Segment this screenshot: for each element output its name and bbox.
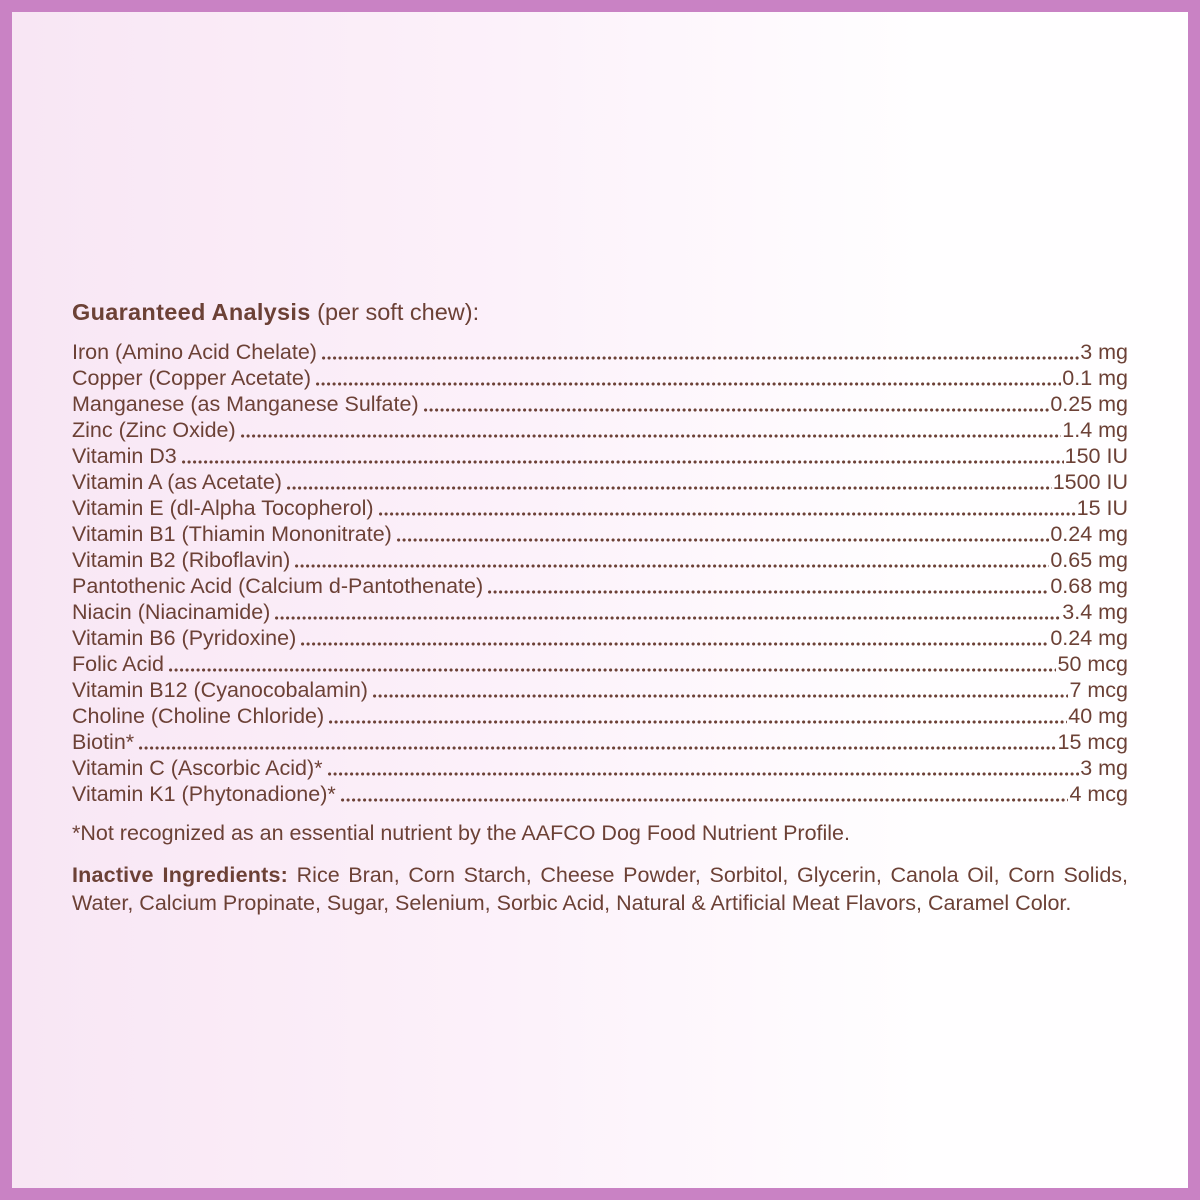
analysis-row xyxy=(72,391,1128,417)
analysis-row xyxy=(72,365,1128,391)
analysis-row xyxy=(72,599,1128,625)
dot-leader xyxy=(487,589,1049,595)
nutrient-name: Vitamin B12 (Cyanocobalamin) xyxy=(72,678,368,702)
nutrient-name: Choline (Choline Chloride) xyxy=(72,704,325,728)
nutrient-name: Vitamin C (Ascorbic Acid)* xyxy=(72,756,323,780)
nutrient-name: Pantothenic Acid (Calcium d-Pantothenate) xyxy=(72,574,484,598)
nutrient-value: 0.25 mg xyxy=(1050,392,1128,416)
nutrient-value: 40 mg xyxy=(1068,704,1128,728)
nutrient-name: Vitamin D3 xyxy=(72,444,177,468)
nutrient-value: 150 IU xyxy=(1064,444,1128,468)
nutrient-value: 1.4 mg xyxy=(1062,418,1128,442)
section-title xyxy=(72,297,1128,327)
nutrient-value: 0.68 mg xyxy=(1050,574,1128,598)
analysis-row xyxy=(72,339,1128,365)
label-content xyxy=(72,297,1128,917)
analysis-table xyxy=(72,339,1128,807)
analysis-row xyxy=(72,495,1128,521)
nutrient-value: 1500 IU xyxy=(1052,470,1128,494)
aafco-footnote: *Not recognized as an essential nutrient by the AAFCO Dog Food Nutrient Profile. xyxy=(72,821,850,845)
nutrient-name: Folic Acid xyxy=(72,652,165,676)
nutrient-name: Manganese (as Manganese Sulfate) xyxy=(72,392,419,416)
nutrient-value: 15 mcg xyxy=(1057,730,1128,754)
nutrient-name: Zinc (Zinc Oxide) xyxy=(72,418,236,442)
dot-leader xyxy=(378,511,1076,517)
nutrient-name: Vitamin A (as Acetate) xyxy=(72,470,282,494)
analysis-row xyxy=(72,755,1128,781)
label-background xyxy=(12,12,1188,1188)
dot-leader xyxy=(138,745,1056,751)
nutrient-name: Vitamin K1 (Phytonadione)* xyxy=(72,782,336,806)
nutrient-value: 3 mg xyxy=(1080,756,1128,780)
dot-leader xyxy=(327,771,1080,777)
nutrient-value: 0.24 mg xyxy=(1050,626,1128,650)
inactive-ingredients-label: Inactive Ingredients: xyxy=(72,863,288,887)
nutrient-value: 0.1 mg xyxy=(1062,366,1128,390)
nutrient-value: 15 IU xyxy=(1076,496,1128,520)
dot-leader xyxy=(372,693,1068,699)
nutrient-name: Vitamin B1 (Thiamin Mononitrate) xyxy=(72,522,392,546)
nutrient-value: 0.24 mg xyxy=(1050,522,1128,546)
analysis-row xyxy=(72,521,1128,547)
analysis-row xyxy=(72,677,1128,703)
dot-leader xyxy=(168,667,1056,673)
nutrient-value: 3 mg xyxy=(1080,340,1128,364)
nutrient-value: 4 mcg xyxy=(1069,782,1128,806)
analysis-row xyxy=(72,573,1128,599)
nutrient-value: 3.4 mg xyxy=(1062,600,1128,624)
nutrient-value: 50 mcg xyxy=(1057,652,1128,676)
dot-leader xyxy=(328,719,1067,725)
dot-leader xyxy=(294,563,1049,569)
nutrient-name: Vitamin E (dl-Alpha Tocopherol) xyxy=(72,496,374,520)
dot-leader xyxy=(423,407,1050,413)
inactive-ingredients xyxy=(72,861,1128,917)
analysis-row xyxy=(72,651,1128,677)
analysis-row xyxy=(72,625,1128,651)
dot-leader xyxy=(315,381,1061,387)
dot-leader xyxy=(300,641,1049,647)
dot-leader xyxy=(396,537,1049,543)
analysis-row xyxy=(72,703,1128,729)
analysis-row xyxy=(72,547,1128,573)
section-subtitle-text: (per soft chew): xyxy=(317,299,480,325)
nutrient-value: 7 mcg xyxy=(1069,678,1128,702)
analysis-row xyxy=(72,729,1128,755)
dot-leader xyxy=(286,485,1052,491)
dot-leader xyxy=(321,355,1079,361)
section-title-text: Guaranteed Analysis xyxy=(72,299,311,325)
nutrient-name: Copper (Copper Acetate) xyxy=(72,366,312,390)
inactive-ingredients-text: Rice Bran, Corn Starch, Cheese Powder, Sorbitol, Glycerin, Canola Oil, Corn Solids, Water, Calcium Propinate, Sugar, Selenium, Sorbic Acid, Natural & Artificial Meat Flavors, Caramel Color. xyxy=(72,863,1128,915)
nutrient-name: Niacin (Niacinamide) xyxy=(72,600,271,624)
nutrient-value: 0.65 mg xyxy=(1050,548,1128,572)
nutrient-name: Vitamin B6 (Pyridoxine) xyxy=(72,626,297,650)
analysis-row xyxy=(72,443,1128,469)
analysis-row xyxy=(72,781,1128,807)
analysis-row xyxy=(72,469,1128,495)
dot-leader xyxy=(181,459,1064,465)
dot-leader xyxy=(340,797,1069,803)
dot-leader xyxy=(274,615,1061,621)
nutrient-name: Biotin* xyxy=(72,730,135,754)
dot-leader xyxy=(240,433,1062,439)
analysis-row xyxy=(72,417,1128,443)
nutrient-name: Vitamin B2 (Riboflavin) xyxy=(72,548,291,572)
nutrient-name: Iron (Amino Acid Chelate) xyxy=(72,340,317,364)
